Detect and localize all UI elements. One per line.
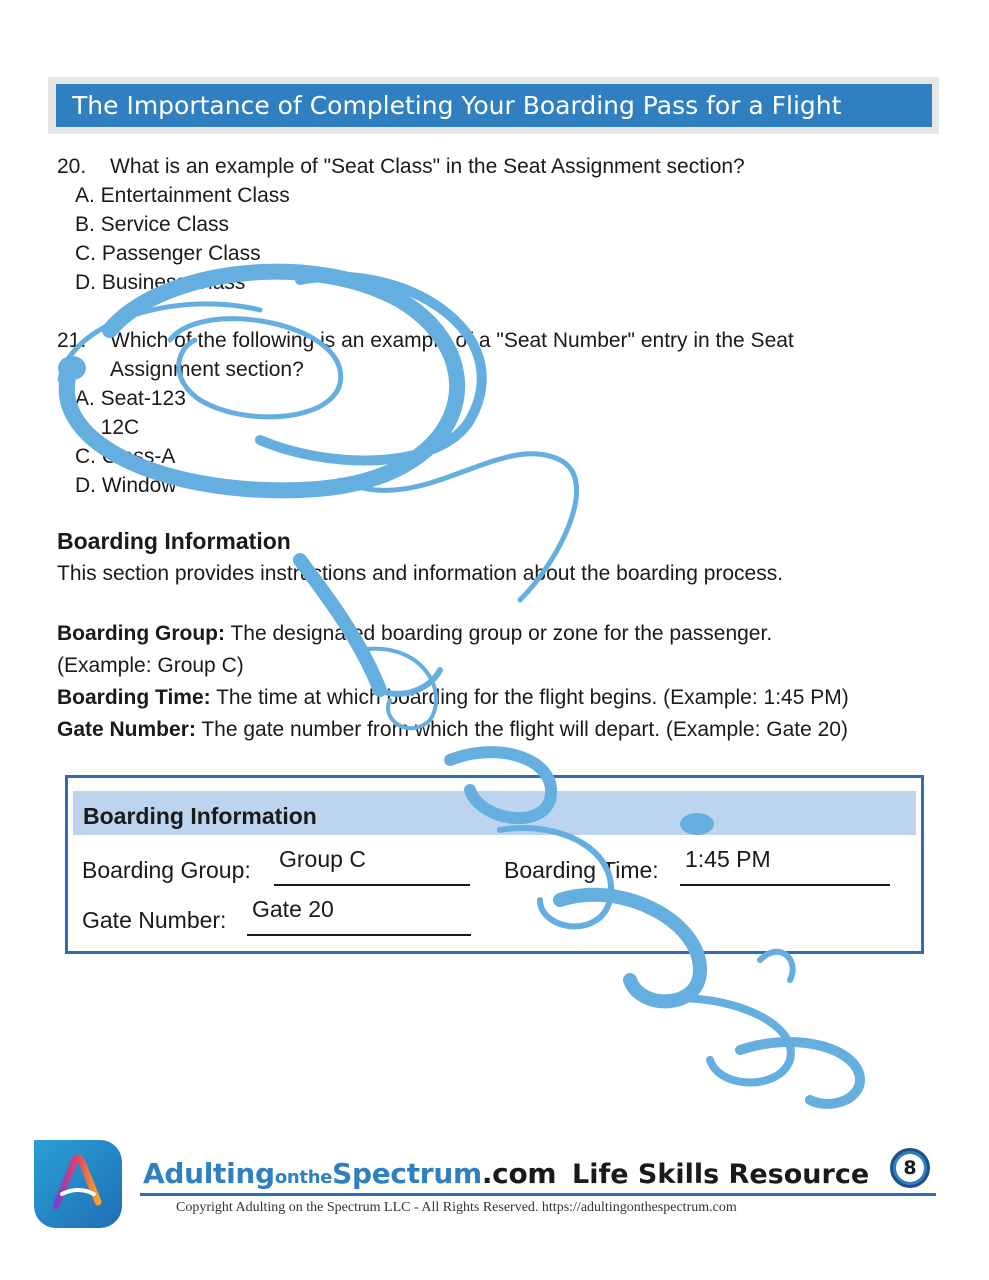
boarding-group-value[interactable]: Group C xyxy=(279,846,366,872)
brand-logo-icon xyxy=(34,1140,122,1228)
resource-label: Life Skills Resource xyxy=(572,1159,870,1190)
question-20-option-b: B. Service Class xyxy=(75,213,230,236)
boarding-group-label: Boarding Group: xyxy=(82,857,251,883)
boarding-time-label: Boarding Time: xyxy=(504,857,659,883)
page-number-badge xyxy=(890,1148,930,1188)
brand-part: Spectrum xyxy=(332,1157,482,1190)
boarding-group-example xyxy=(57,651,244,681)
copyright: Copyright Adulting on the Spectrum LLC - All Rights Reserved. https://adultingonthespectrum.com xyxy=(176,1200,737,1215)
term: Gate Number: xyxy=(57,718,196,741)
boarding-time-definition xyxy=(57,683,849,713)
question-20-stem xyxy=(57,152,745,181)
footer-divider xyxy=(140,1193,936,1196)
question-20-option-a: A. Entertainment Class xyxy=(75,184,290,207)
term: Boarding Group: xyxy=(57,622,225,645)
question-21-option-b: B. 12C xyxy=(75,416,140,439)
section-intro: This section provides instructions and information about the boarding process. xyxy=(57,562,784,585)
question-number: 21. xyxy=(57,329,87,352)
boarding-time-value[interactable]: 1:45 PM xyxy=(685,846,771,872)
gate-number-line[interactable] xyxy=(247,934,471,936)
boarding-time-line[interactable] xyxy=(680,884,890,886)
question-number: 20. xyxy=(57,155,87,178)
section-heading: Boarding Information xyxy=(57,528,291,554)
description: (Example: Group C) xyxy=(57,654,244,677)
description: The designated boarding group or zone for the passenger. xyxy=(224,622,773,645)
brand-name xyxy=(143,1157,556,1190)
gate-number-definition xyxy=(57,715,848,745)
page-title: The Importance of Completing Your Boarding Pass for a Flight xyxy=(56,84,932,127)
question-21-stem-continued: Assignment section? xyxy=(110,358,304,381)
description: The gate number from which the flight will depart. (Example: Gate 20) xyxy=(195,718,848,741)
question-21-option-a: A. Seat-123 xyxy=(75,387,186,410)
question-text: What is an example of "Seat Class" in the Seat Assignment section? xyxy=(110,155,745,178)
question-21-stem xyxy=(57,326,794,355)
page-number: 8 xyxy=(896,1154,924,1182)
question-text: Which of the following is an example of a "Seat Number" entry in the Seat xyxy=(110,329,794,352)
question-21-option-d: D. Window xyxy=(75,474,177,497)
boarding-group-definition xyxy=(57,619,772,649)
form-title: Boarding Information xyxy=(73,791,916,835)
gate-number-value[interactable]: Gate 20 xyxy=(252,896,334,922)
term: Boarding Time: xyxy=(57,686,211,709)
question-20-option-d: D. Business Class xyxy=(75,271,246,294)
brand-part: .com xyxy=(481,1157,557,1190)
brand-part: Adulting xyxy=(143,1157,275,1190)
question-20-option-c: C. Passenger Class xyxy=(75,242,261,265)
question-21-option-c: C. Class-A xyxy=(75,445,176,468)
boarding-group-line[interactable] xyxy=(274,884,470,886)
brand-part: onthe xyxy=(274,1167,333,1188)
description: The time at which boarding for the flight begins. (Example: 1:45 PM) xyxy=(210,686,849,709)
gate-number-label: Gate Number: xyxy=(82,907,227,933)
